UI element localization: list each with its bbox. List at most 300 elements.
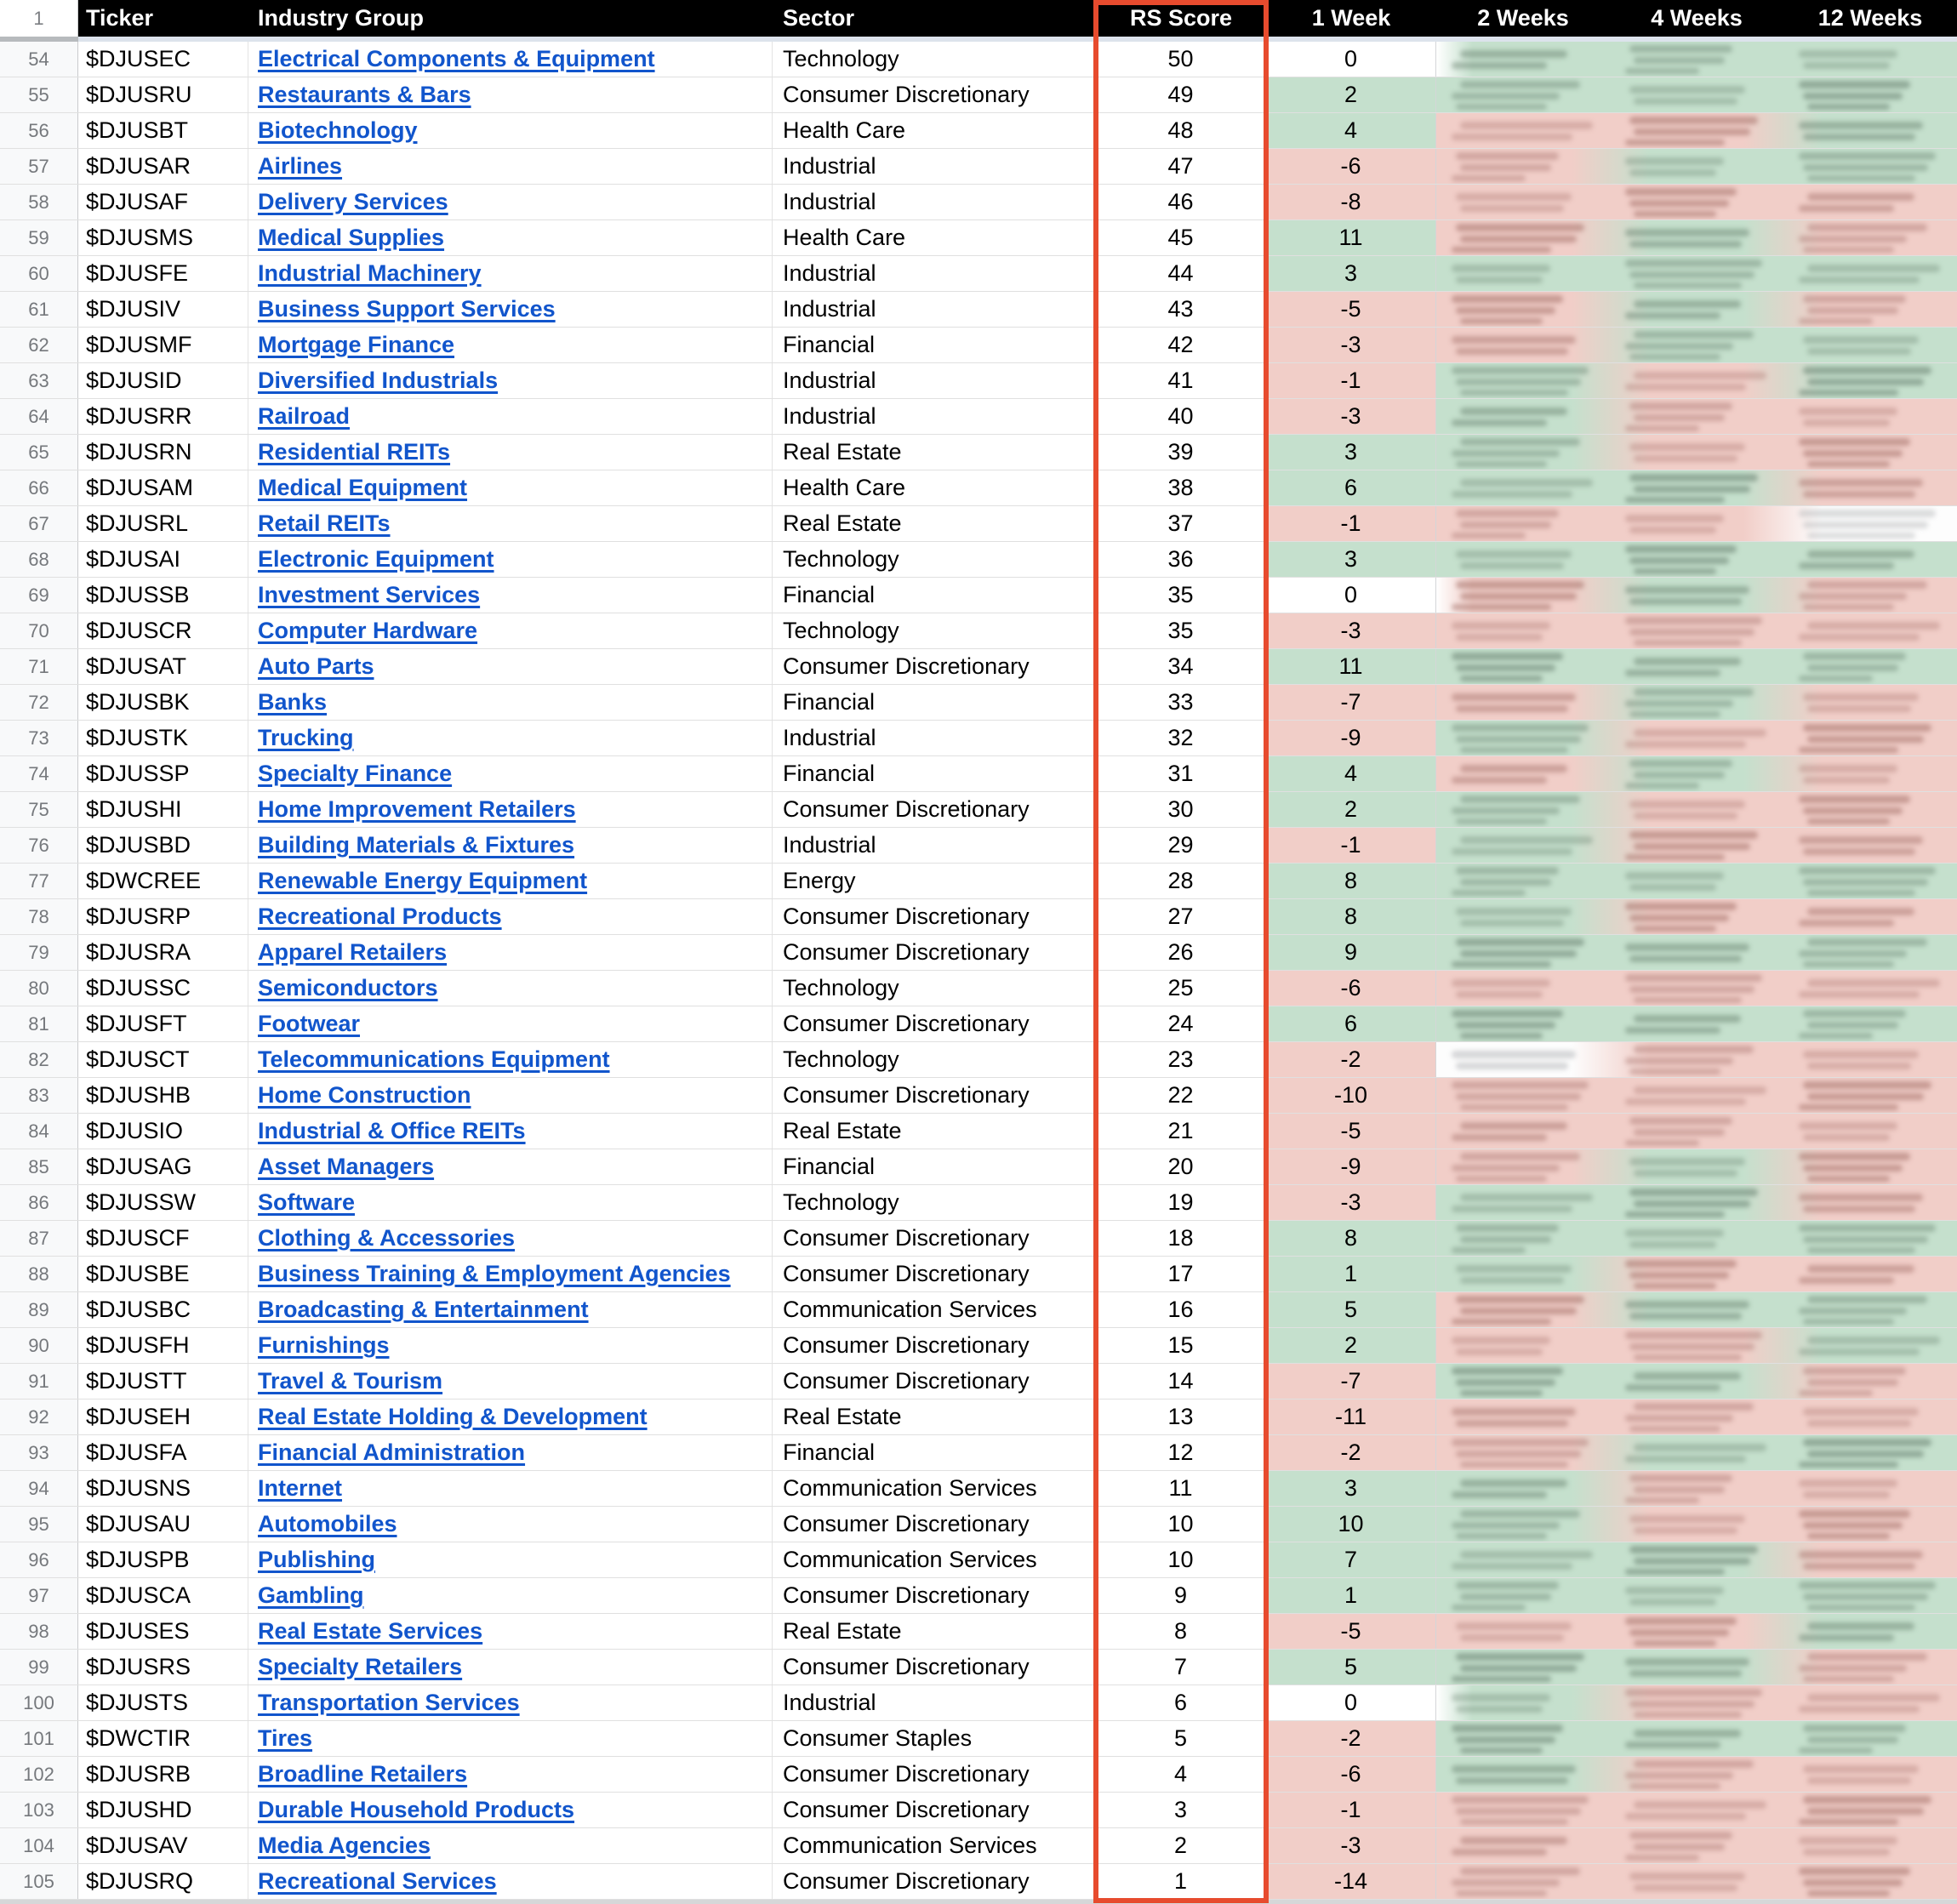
sector-cell[interactable]: Financial	[773, 1149, 1096, 1184]
ticker-cell[interactable]: $DJUSIO	[78, 1114, 248, 1149]
row-number[interactable]: 98	[0, 1614, 78, 1649]
momentum-strip[interactable]	[1436, 1793, 1957, 1827]
sector-cell[interactable]: Financial	[773, 685, 1096, 720]
one-week-cell[interactable]: -6	[1266, 1757, 1436, 1792]
rs-score-cell[interactable]: 7	[1096, 1650, 1266, 1685]
momentum-strip[interactable]	[1436, 1185, 1957, 1220]
momentum-strip[interactable]	[1436, 220, 1957, 255]
rs-score-cell[interactable]: 15	[1096, 1328, 1266, 1363]
sector-cell[interactable]: Industrial	[773, 256, 1096, 291]
rs-score-cell[interactable]: 33	[1096, 685, 1266, 720]
sector-cell[interactable]: Real Estate	[773, 506, 1096, 541]
rs-score-cell[interactable]: 31	[1096, 756, 1266, 791]
row-number[interactable]: 89	[0, 1292, 78, 1327]
one-week-cell[interactable]: 2	[1266, 1328, 1436, 1363]
sector-cell[interactable]: Technology	[773, 542, 1096, 577]
industry-link[interactable]: Retail REITs	[258, 510, 391, 536]
ticker-cell[interactable]: $DWCREE	[78, 864, 248, 898]
row-number[interactable]: 100	[0, 1685, 78, 1720]
row-number[interactable]: 60	[0, 256, 78, 291]
one-week-cell[interactable]: 6	[1266, 1006, 1436, 1041]
rs-score-cell[interactable]: 25	[1096, 971, 1266, 1006]
one-week-cell[interactable]: 10	[1266, 1507, 1436, 1542]
momentum-strip[interactable]	[1436, 185, 1957, 219]
ticker-cell[interactable]: $DJUSHI	[78, 792, 248, 827]
row-number[interactable]: 86	[0, 1185, 78, 1220]
sector-cell[interactable]: Technology	[773, 1042, 1096, 1077]
sector-cell[interactable]: Real Estate	[773, 435, 1096, 470]
rs-score-cell[interactable]: 29	[1096, 828, 1266, 863]
one-week-cell[interactable]: -1	[1266, 363, 1436, 398]
one-week-cell[interactable]: -3	[1266, 328, 1436, 362]
momentum-strip[interactable]	[1436, 1650, 1957, 1685]
rs-score-cell[interactable]: 37	[1096, 506, 1266, 541]
rs-score-cell[interactable]: 45	[1096, 220, 1266, 255]
momentum-strip[interactable]	[1436, 1364, 1957, 1399]
sector-cell[interactable]: Consumer Discretionary	[773, 77, 1096, 112]
row-number[interactable]: 85	[0, 1149, 78, 1184]
row-number[interactable]: 87	[0, 1221, 78, 1256]
momentum-strip[interactable]	[1436, 1221, 1957, 1256]
ticker-cell[interactable]: $DJUSRQ	[78, 1864, 248, 1899]
industry-link[interactable]: Computer Hardware	[258, 618, 478, 643]
momentum-strip[interactable]	[1436, 1399, 1957, 1434]
one-week-cell[interactable]: 1	[1266, 1257, 1436, 1291]
momentum-strip[interactable]	[1436, 971, 1957, 1006]
industry-link[interactable]: Specialty Finance	[258, 761, 453, 786]
ticker-cell[interactable]: $DJUSAI	[78, 542, 248, 577]
sector-cell[interactable]: Technology	[773, 42, 1096, 77]
momentum-strip[interactable]	[1436, 292, 1957, 327]
industry-link[interactable]: Industrial Machinery	[258, 260, 482, 286]
row-number[interactable]: 92	[0, 1399, 78, 1434]
industry-link[interactable]: Real Estate Services	[258, 1618, 483, 1644]
ticker-cell[interactable]: $DJUSBK	[78, 685, 248, 720]
rs-score-cell[interactable]: 39	[1096, 435, 1266, 470]
sector-cell[interactable]: Financial	[773, 756, 1096, 791]
ticker-cell[interactable]: $DJUSFA	[78, 1435, 248, 1470]
momentum-strip[interactable]	[1436, 1507, 1957, 1542]
rs-score-cell[interactable]: 6	[1096, 1685, 1266, 1720]
industry-link[interactable]: Financial Administration	[258, 1439, 526, 1465]
industry-link[interactable]: Media Agencies	[258, 1833, 431, 1858]
industry-link[interactable]: Electronic Equipment	[258, 546, 494, 572]
row-number[interactable]: 82	[0, 1042, 78, 1077]
row-number[interactable]: 72	[0, 685, 78, 720]
sector-cell[interactable]: Health Care	[773, 220, 1096, 255]
ticker-cell[interactable]: $DJUSSP	[78, 756, 248, 791]
one-week-cell[interactable]: -2	[1266, 1435, 1436, 1470]
row-number[interactable]: 96	[0, 1542, 78, 1577]
momentum-strip[interactable]	[1436, 1614, 1957, 1649]
row-number[interactable]: 71	[0, 649, 78, 684]
rs-score-cell[interactable]: 30	[1096, 792, 1266, 827]
one-week-cell[interactable]: 0	[1266, 578, 1436, 613]
sector-cell[interactable]: Consumer Discretionary	[773, 1221, 1096, 1256]
industry-link[interactable]: Banks	[258, 689, 328, 715]
sector-cell[interactable]: Industrial	[773, 185, 1096, 219]
sector-cell[interactable]: Industrial	[773, 828, 1096, 863]
ticker-cell[interactable]: $DJUSTT	[78, 1364, 248, 1399]
rs-score-cell[interactable]: 9	[1096, 1578, 1266, 1613]
sector-cell[interactable]: Consumer Discretionary	[773, 899, 1096, 934]
sector-cell[interactable]: Communication Services	[773, 1828, 1096, 1863]
industry-link[interactable]: Transportation Services	[258, 1690, 520, 1715]
momentum-strip[interactable]	[1436, 506, 1957, 541]
momentum-strip[interactable]	[1436, 256, 1957, 291]
ticker-cell[interactable]: $DJUSRS	[78, 1650, 248, 1685]
column-header-ticker[interactable]: Ticker	[86, 5, 154, 31]
one-week-cell[interactable]: 3	[1266, 542, 1436, 577]
rs-score-cell[interactable]: 50	[1096, 42, 1266, 77]
industry-link[interactable]: Asset Managers	[258, 1154, 435, 1179]
momentum-strip[interactable]	[1436, 1292, 1957, 1327]
ticker-cell[interactable]: $DJUSFH	[78, 1328, 248, 1363]
ticker-cell[interactable]: $DJUSTK	[78, 721, 248, 755]
row-number[interactable]: 94	[0, 1471, 78, 1506]
sector-cell[interactable]: Technology	[773, 1185, 1096, 1220]
sector-cell[interactable]: Consumer Discretionary	[773, 1006, 1096, 1041]
one-week-cell[interactable]: -7	[1266, 685, 1436, 720]
ticker-cell[interactable]: $DJUSMF	[78, 328, 248, 362]
rs-score-cell[interactable]: 3	[1096, 1793, 1266, 1827]
ticker-cell[interactable]: $DJUSNS	[78, 1471, 248, 1506]
rs-score-cell[interactable]: 12	[1096, 1435, 1266, 1470]
sector-cell[interactable]: Energy	[773, 864, 1096, 898]
rs-score-cell[interactable]: 44	[1096, 256, 1266, 291]
one-week-cell[interactable]: 11	[1266, 649, 1436, 684]
momentum-strip[interactable]	[1436, 1149, 1957, 1184]
rs-score-cell[interactable]: 18	[1096, 1221, 1266, 1256]
one-week-cell[interactable]: -8	[1266, 185, 1436, 219]
rs-score-cell[interactable]: 23	[1096, 1042, 1266, 1077]
one-week-cell[interactable]: 7	[1266, 1542, 1436, 1577]
row-number[interactable]: 61	[0, 292, 78, 327]
industry-link[interactable]: Airlines	[258, 153, 343, 179]
rs-score-cell[interactable]: 14	[1096, 1364, 1266, 1399]
ticker-cell[interactable]: $DJUSRN	[78, 435, 248, 470]
column-header-sector[interactable]: Sector	[783, 5, 855, 31]
industry-link[interactable]: Investment Services	[258, 582, 481, 607]
column-header-4-weeks[interactable]: 4 Weeks	[1651, 5, 1743, 31]
row-number[interactable]: 65	[0, 435, 78, 470]
industry-link[interactable]: Delivery Services	[258, 189, 448, 214]
one-week-cell[interactable]: -3	[1266, 613, 1436, 648]
one-week-cell[interactable]: -9	[1266, 1149, 1436, 1184]
row-number[interactable]: 66	[0, 470, 78, 505]
one-week-cell[interactable]: 2	[1266, 792, 1436, 827]
one-week-cell[interactable]: 0	[1266, 42, 1436, 77]
sector-cell[interactable]: Health Care	[773, 470, 1096, 505]
industry-link[interactable]: Industrial & Office REITs	[258, 1118, 526, 1143]
ticker-cell[interactable]: $DJUSRB	[78, 1757, 248, 1792]
one-week-cell[interactable]: 2	[1266, 77, 1436, 112]
rs-score-cell[interactable]: 43	[1096, 292, 1266, 327]
rs-score-cell[interactable]: 10	[1096, 1542, 1266, 1577]
row-number[interactable]: 97	[0, 1578, 78, 1613]
rs-score-cell[interactable]: 19	[1096, 1185, 1266, 1220]
industry-link[interactable]: Business Support Services	[258, 296, 556, 322]
momentum-strip[interactable]	[1436, 613, 1957, 648]
momentum-strip[interactable]	[1436, 1542, 1957, 1577]
industry-link[interactable]: Home Construction	[258, 1082, 471, 1108]
ticker-cell[interactable]: $DJUSMS	[78, 220, 248, 255]
rs-score-cell[interactable]: 8	[1096, 1614, 1266, 1649]
row-number[interactable]: 83	[0, 1078, 78, 1113]
row-number[interactable]: 58	[0, 185, 78, 219]
momentum-strip[interactable]	[1436, 721, 1957, 755]
momentum-strip[interactable]	[1436, 756, 1957, 791]
sector-cell[interactable]: Consumer Discretionary	[773, 1257, 1096, 1291]
sector-cell[interactable]: Industrial	[773, 721, 1096, 755]
momentum-strip[interactable]	[1436, 435, 1957, 470]
sector-cell[interactable]: Industrial	[773, 1685, 1096, 1720]
row-number[interactable]: 54	[0, 42, 78, 77]
momentum-strip[interactable]	[1436, 542, 1957, 577]
sector-cell[interactable]: Communication Services	[773, 1471, 1096, 1506]
industry-link[interactable]: Trucking	[258, 725, 354, 750]
sector-cell[interactable]: Communication Services	[773, 1292, 1096, 1327]
momentum-strip[interactable]	[1436, 1685, 1957, 1720]
row-number[interactable]: 78	[0, 899, 78, 934]
column-header-2-weeks[interactable]: 2 Weeks	[1477, 5, 1569, 31]
row-number[interactable]: 68	[0, 542, 78, 577]
rs-score-cell[interactable]: 5	[1096, 1721, 1266, 1756]
ticker-cell[interactable]: $DJUSAT	[78, 649, 248, 684]
rs-score-cell[interactable]: 35	[1096, 578, 1266, 613]
rs-score-cell[interactable]: 42	[1096, 328, 1266, 362]
one-week-cell[interactable]: 11	[1266, 220, 1436, 255]
momentum-strip[interactable]	[1436, 363, 1957, 398]
industry-link[interactable]: Railroad	[258, 403, 351, 429]
row-number[interactable]: 75	[0, 792, 78, 827]
sector-cell[interactable]: Consumer Discretionary	[773, 1864, 1096, 1899]
sector-cell[interactable]: Consumer Discretionary	[773, 1078, 1096, 1113]
sector-cell[interactable]: Consumer Discretionary	[773, 1578, 1096, 1613]
one-week-cell[interactable]: -11	[1266, 1399, 1436, 1434]
row-number-header[interactable]: 1	[0, 0, 78, 37]
one-week-cell[interactable]: -7	[1266, 1364, 1436, 1399]
industry-link[interactable]: Biotechnology	[258, 117, 418, 143]
industry-link[interactable]: Gambling	[258, 1582, 364, 1608]
ticker-cell[interactable]: $DJUSCF	[78, 1221, 248, 1256]
momentum-strip[interactable]	[1436, 1578, 1957, 1613]
sector-cell[interactable]: Financial	[773, 578, 1096, 613]
momentum-strip[interactable]	[1436, 1757, 1957, 1792]
rs-score-cell[interactable]: 10	[1096, 1507, 1266, 1542]
sector-cell[interactable]: Technology	[773, 613, 1096, 648]
industry-link[interactable]: Medical Supplies	[258, 225, 445, 250]
industry-link[interactable]: Furnishings	[258, 1332, 390, 1358]
ticker-cell[interactable]: $DJUSID	[78, 363, 248, 398]
ticker-cell[interactable]: $DJUSRU	[78, 77, 248, 112]
one-week-cell[interactable]: 5	[1266, 1650, 1436, 1685]
momentum-strip[interactable]	[1436, 1864, 1957, 1899]
ticker-cell[interactable]: $DJUSBC	[78, 1292, 248, 1327]
momentum-strip[interactable]	[1436, 399, 1957, 434]
sector-cell[interactable]: Consumer Discretionary	[773, 1507, 1096, 1542]
one-week-cell[interactable]: -14	[1266, 1864, 1436, 1899]
rs-score-cell[interactable]: 40	[1096, 399, 1266, 434]
industry-link[interactable]: Restaurants & Bars	[258, 82, 471, 107]
sector-cell[interactable]: Consumer Discretionary	[773, 1757, 1096, 1792]
rs-score-cell[interactable]: 47	[1096, 149, 1266, 184]
row-number[interactable]: 56	[0, 113, 78, 148]
industry-link[interactable]: Home Improvement Retailers	[258, 796, 576, 822]
ticker-cell[interactable]: $DJUSES	[78, 1614, 248, 1649]
one-week-cell[interactable]: -2	[1266, 1721, 1436, 1756]
one-week-cell[interactable]: -3	[1266, 399, 1436, 434]
one-week-cell[interactable]: 0	[1266, 1685, 1436, 1720]
one-week-cell[interactable]: 5	[1266, 1292, 1436, 1327]
one-week-cell[interactable]: -6	[1266, 971, 1436, 1006]
momentum-strip[interactable]	[1436, 792, 1957, 827]
row-number[interactable]: 99	[0, 1650, 78, 1685]
sector-cell[interactable]: Consumer Discretionary	[773, 649, 1096, 684]
sector-cell[interactable]: Industrial	[773, 149, 1096, 184]
sector-cell[interactable]: Consumer Discretionary	[773, 1364, 1096, 1399]
momentum-strip[interactable]	[1436, 935, 1957, 970]
row-number[interactable]: 64	[0, 399, 78, 434]
industry-link[interactable]: Broadcasting & Entertainment	[258, 1297, 589, 1322]
ticker-cell[interactable]: $DJUSAG	[78, 1149, 248, 1184]
rs-score-cell[interactable]: 36	[1096, 542, 1266, 577]
one-week-cell[interactable]: -9	[1266, 721, 1436, 755]
one-week-cell[interactable]: -2	[1266, 1042, 1436, 1077]
industry-link[interactable]: Real Estate Holding & Development	[258, 1404, 648, 1429]
row-number[interactable]: 70	[0, 613, 78, 648]
row-number[interactable]: 62	[0, 328, 78, 362]
momentum-strip[interactable]	[1436, 328, 1957, 362]
rs-score-cell[interactable]: 48	[1096, 113, 1266, 148]
sector-cell[interactable]: Real Estate	[773, 1614, 1096, 1649]
sector-cell[interactable]: Technology	[773, 971, 1096, 1006]
row-number[interactable]: 74	[0, 756, 78, 791]
ticker-cell[interactable]: $DJUSHB	[78, 1078, 248, 1113]
rs-score-cell[interactable]: 20	[1096, 1149, 1266, 1184]
row-number[interactable]: 77	[0, 864, 78, 898]
momentum-strip[interactable]	[1436, 470, 1957, 505]
row-number[interactable]: 90	[0, 1328, 78, 1363]
ticker-cell[interactable]: $DJUSRA	[78, 935, 248, 970]
momentum-strip[interactable]	[1436, 42, 1957, 77]
ticker-cell[interactable]: $DJUSPB	[78, 1542, 248, 1577]
row-number[interactable]: 63	[0, 363, 78, 398]
rs-score-cell[interactable]: 21	[1096, 1114, 1266, 1149]
industry-link[interactable]: Residential REITs	[258, 439, 451, 465]
column-header-industry-group[interactable]: Industry Group	[258, 5, 424, 31]
industry-link[interactable]: Mortgage Finance	[258, 332, 455, 357]
momentum-strip[interactable]	[1436, 149, 1957, 184]
one-week-cell[interactable]: 1	[1266, 1578, 1436, 1613]
ticker-cell[interactable]: $DJUSCR	[78, 613, 248, 648]
rs-score-cell[interactable]: 38	[1096, 470, 1266, 505]
sector-cell[interactable]: Industrial	[773, 363, 1096, 398]
rs-score-cell[interactable]: 32	[1096, 721, 1266, 755]
momentum-strip[interactable]	[1436, 1006, 1957, 1041]
ticker-cell[interactable]: $DJUSCT	[78, 1042, 248, 1077]
one-week-cell[interactable]: 3	[1266, 1471, 1436, 1506]
row-number[interactable]: 104	[0, 1828, 78, 1863]
momentum-strip[interactable]	[1436, 828, 1957, 863]
industry-link[interactable]: Recreational Products	[258, 904, 502, 929]
industry-link[interactable]: Specialty Retailers	[258, 1654, 463, 1679]
ticker-cell[interactable]: $DJUSRR	[78, 399, 248, 434]
sector-cell[interactable]: Consumer Discretionary	[773, 1793, 1096, 1827]
rs-score-cell[interactable]: 49	[1096, 77, 1266, 112]
ticker-cell[interactable]: $DWCTIR	[78, 1721, 248, 1756]
momentum-strip[interactable]	[1436, 1042, 1957, 1077]
column-header-rs-score[interactable]: RS Score	[1129, 5, 1233, 31]
ticker-cell[interactable]: $DJUSTS	[78, 1685, 248, 1720]
row-number[interactable]: 95	[0, 1507, 78, 1542]
rs-score-cell[interactable]: 2	[1096, 1828, 1266, 1863]
row-number[interactable]: 55	[0, 77, 78, 112]
ticker-cell[interactable]: $DJUSIV	[78, 292, 248, 327]
one-week-cell[interactable]: -5	[1266, 292, 1436, 327]
momentum-strip[interactable]	[1436, 685, 1957, 720]
ticker-cell[interactable]: $DJUSCA	[78, 1578, 248, 1613]
industry-link[interactable]: Diversified Industrials	[258, 368, 499, 393]
industry-link[interactable]: Broadline Retailers	[258, 1761, 468, 1787]
row-number[interactable]: 88	[0, 1257, 78, 1291]
column-header-1-week[interactable]: 1 Week	[1311, 5, 1391, 31]
one-week-cell[interactable]: -10	[1266, 1078, 1436, 1113]
row-number[interactable]: 101	[0, 1721, 78, 1756]
row-number[interactable]: 57	[0, 149, 78, 184]
ticker-cell[interactable]: $DJUSEC	[78, 42, 248, 77]
industry-link[interactable]: Auto Parts	[258, 653, 374, 679]
momentum-strip[interactable]	[1436, 578, 1957, 613]
row-number[interactable]: 79	[0, 935, 78, 970]
row-number[interactable]: 81	[0, 1006, 78, 1041]
one-week-cell[interactable]: -3	[1266, 1828, 1436, 1863]
momentum-strip[interactable]	[1436, 1471, 1957, 1506]
momentum-strip[interactable]	[1436, 864, 1957, 898]
rs-score-cell[interactable]: 46	[1096, 185, 1266, 219]
ticker-cell[interactable]: $DJUSRP	[78, 899, 248, 934]
sector-cell[interactable]: Health Care	[773, 113, 1096, 148]
rs-score-cell[interactable]: 4	[1096, 1757, 1266, 1792]
sector-cell[interactable]: Consumer Discretionary	[773, 935, 1096, 970]
industry-link[interactable]: Recreational Services	[258, 1868, 497, 1894]
sector-cell[interactable]: Consumer Discretionary	[773, 1650, 1096, 1685]
row-number[interactable]: 103	[0, 1793, 78, 1827]
row-number[interactable]: 102	[0, 1757, 78, 1792]
ticker-cell[interactable]: $DJUSFT	[78, 1006, 248, 1041]
sector-cell[interactable]: Real Estate	[773, 1114, 1096, 1149]
one-week-cell[interactable]: 8	[1266, 899, 1436, 934]
sector-cell[interactable]: Consumer Discretionary	[773, 792, 1096, 827]
one-week-cell[interactable]: 6	[1266, 470, 1436, 505]
sector-cell[interactable]: Industrial	[773, 399, 1096, 434]
rs-score-cell[interactable]: 22	[1096, 1078, 1266, 1113]
sector-cell[interactable]: Financial	[773, 328, 1096, 362]
one-week-cell[interactable]: 8	[1266, 864, 1436, 898]
momentum-strip[interactable]	[1436, 1828, 1957, 1863]
row-number[interactable]: 69	[0, 578, 78, 613]
row-number[interactable]: 93	[0, 1435, 78, 1470]
industry-link[interactable]: Clothing & Accessories	[258, 1225, 516, 1251]
ticker-cell[interactable]: $DJUSSW	[78, 1185, 248, 1220]
one-week-cell[interactable]: -1	[1266, 506, 1436, 541]
row-number[interactable]: 59	[0, 220, 78, 255]
row-number[interactable]: 76	[0, 828, 78, 863]
rs-score-cell[interactable]: 27	[1096, 899, 1266, 934]
row-number[interactable]: 73	[0, 721, 78, 755]
momentum-strip[interactable]	[1436, 113, 1957, 148]
momentum-strip[interactable]	[1436, 899, 1957, 934]
